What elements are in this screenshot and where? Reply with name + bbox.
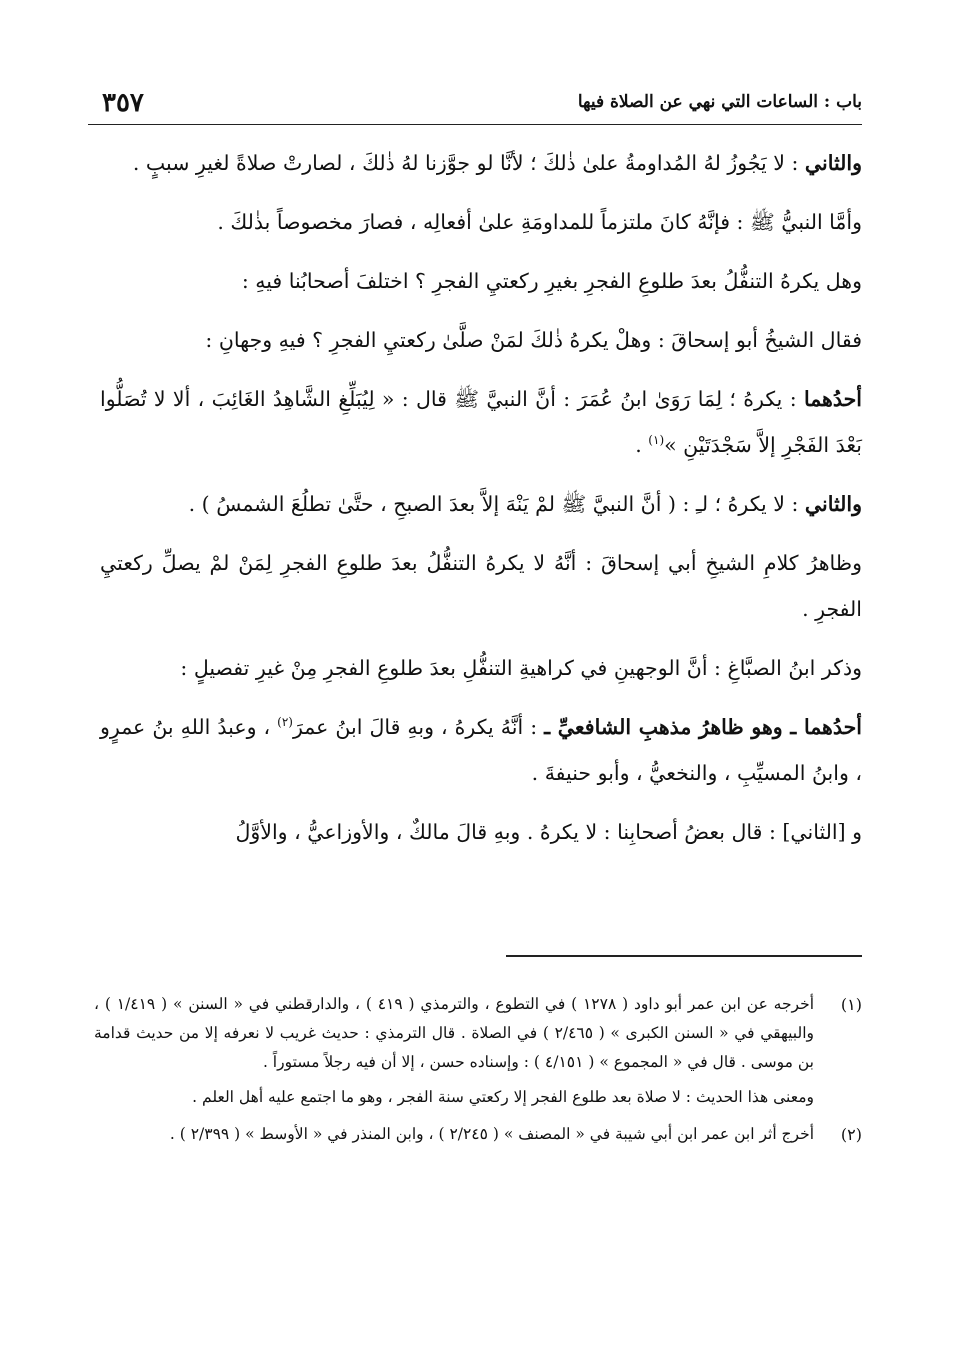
footnotes (94, 990, 862, 1152)
paragraph (100, 704, 862, 796)
paragraph-tail: ، وعبدُ اللهِ بنُ عمرٍو ، وابنُ المسيِّبِ ، والنخعيُّ ، وأبو حنيفةَ . (100, 715, 862, 785)
footnote-number: (١) (840, 995, 862, 1014)
paragraph-text: : لا يكرهُ ؛ لـِ : ( أنَّ النبيَّ ﷺ لمْ يَنْهَ إلاَّ بعدَ الصبحِ ، حتَّىٰ تطلُعَ الشمسُ ) . (188, 492, 805, 516)
paragraph-tail: . (635, 433, 649, 457)
footnote-ref[interactable]: (٢) (277, 715, 293, 730)
main-text (100, 140, 862, 868)
footnote-number: (٢) (840, 1125, 862, 1144)
paragraph-text: : أنَّهُ يكرهُ ، وبهِ قالَ ابنُ عمرَ (292, 715, 545, 739)
paragraph-text: وذكر ابنُ الصبَّاغِ : أنَّ الوجهينِ في كراهيةِ التنفُّلِ بعدَ طلوعِ الفجرِ مِنْ غيرِ تفصيلٍ : (180, 656, 862, 680)
paragraph (100, 809, 862, 855)
page-header (88, 88, 862, 122)
footnote-divider (506, 955, 862, 957)
paragraph-text: : يكرهُ ؛ لِمَا رَوَىٰ ابنُ عُمَرَ : أنَّ النبيَّ ﷺ قال : « لِيُبَلِّغِ الشَّاهِدُ الغَائِبَ ، ألا لا تُصَلُّوا بَعْدَ الفَجْرِ إلاَّ سَجْدَتَيْنِ » (100, 387, 862, 457)
paragraph-text: وظاهرُ كلامِ الشيخِ أبي إسحاقَ : أنَّهُ لا يكرهُ التنفُّلُ بعدَ طلوعِ الفجرِ لِمَنْ لمْ يصلِّ ركعتيِ الفجرِ . (100, 551, 862, 621)
paragraph (100, 540, 862, 632)
paragraph-lead: والثاني (804, 492, 862, 516)
paragraph-lead: والثاني (804, 151, 862, 175)
paragraph-lead: أحدُهما (803, 387, 862, 411)
paragraph (100, 645, 862, 691)
running-title: باب : الساعات التي نهي عن الصلاة فيها (577, 92, 862, 112)
paragraph (100, 481, 862, 527)
paragraph-text: وأمَّا النبيُّ ﷺ : فإنَّهُ كانَ ملتزماً للمداومَةِ علىٰ أفعالِه ، فصارَ مخصوصاً بذٰلكَ . (217, 210, 862, 234)
paragraph-text: وهل يكرهُ التنفُّلُ بعدَ طلوعِ الفجرِ بغيرِ ركعتيِ الفجرِ ؟ اختلفَ أصحابُنا فيهِ : (241, 269, 862, 293)
footnote-text: أخرج أثر ابن عمر ابن أبي شيبة في « المصنف » ( ٢/٢٤٥ ) ، وابن المنذر في « الأوسط » ( ٢/٣٩٩ ) . (169, 1125, 814, 1143)
paragraph (100, 258, 862, 304)
paragraph-text: و [الثاني] : قال بعضُ أصحابِنا : لا يكرهُ . وبهِ قالَ مالكٌ ، والأوزاعيُّ ، والأوَّلُ (235, 820, 862, 844)
footnote-ref[interactable]: (١) (648, 433, 665, 448)
footnote-text: أخرجه عن ابن عمر أبو داود ( ١٢٧٨ ) في التطوع ، والترمذي ( ٤١٩ ) ، والدارقطني في « السنن » ( ١/٤١٩ ) ، والبيهقي في « السنن الكبرى » ( ٢/٤٦٥ ) في الصلاة . قال الترمذي : حديث غريب لا نعرفه إلا من حديث قدامة بن موسى . قال في « المجموع » ( ٤/١٥١ ) : وإسناده حسن ، إلا أن فيه رجلاً مستوراً . (94, 995, 815, 1071)
paragraph-text: فقال الشيخُ أبو إسحاقَ : وهلْ يكرهُ ذٰلكَ لمَنْ صلَّىٰ ركعتيِ الفجرِ ؟ فيهِ وجهانِ : (205, 328, 862, 352)
paragraph-lead: أحدُهما ـ وهو ظاهرُ مذهبِ الشافعيِّ ـ (544, 715, 862, 739)
footnote-continuation: ومعنى هذا الحديث : لا صلاة بعد طلوع الفجر إلا ركعتي سنة الفجر ، وهو ما اجتمع عليه أهل العلم . (192, 1088, 814, 1106)
paragraph (100, 376, 862, 468)
page-number: ٣٥٧ (102, 88, 144, 118)
header-divider (88, 124, 862, 125)
paragraph (100, 199, 862, 245)
paragraph-text: : لا يَجُوزُ لهُ المُداومةُ علىٰ ذٰلكَ ؛ لأنَّا لو جوَّزنا لهُ ذٰلكَ ، لصارتْ صلاةً لغيرِ سببٍ . (132, 151, 805, 175)
paragraph (100, 140, 862, 186)
footnote (94, 1120, 862, 1149)
footnote (94, 990, 862, 1077)
paragraph (100, 317, 862, 363)
